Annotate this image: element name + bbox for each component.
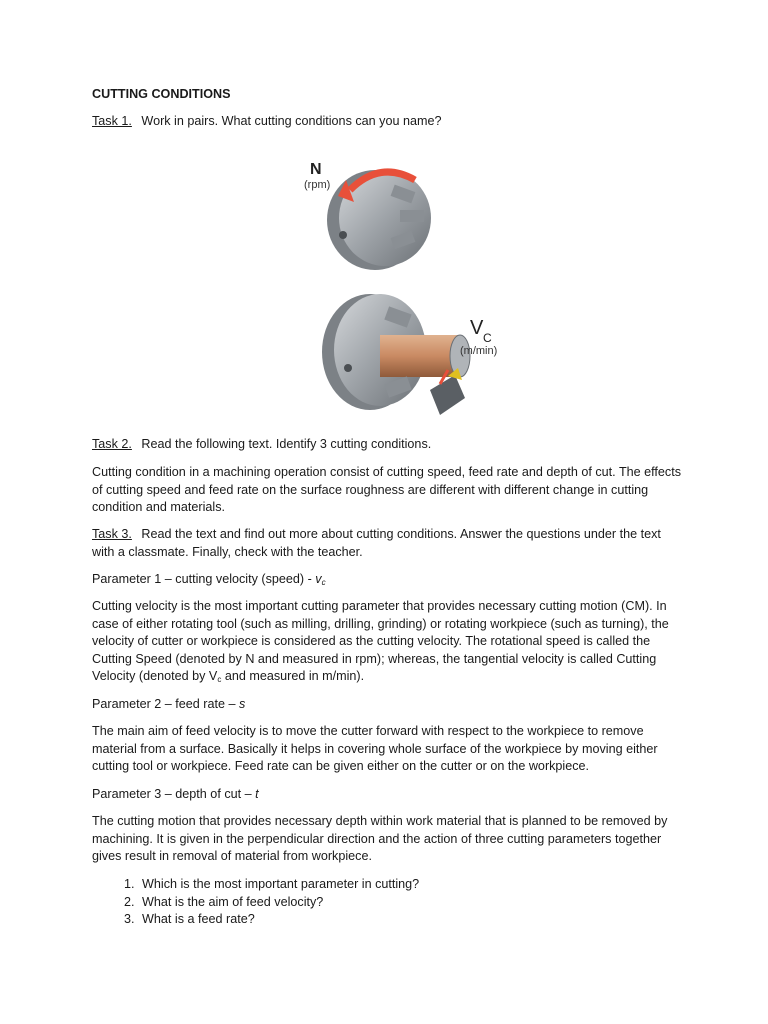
chuck-top — [327, 170, 431, 270]
question-item: 2. What is the aim of feed velocity? — [138, 894, 682, 912]
param1-text-sub: c — [217, 675, 222, 685]
param3-heading — [92, 786, 682, 804]
chuck-bottom — [322, 294, 470, 415]
question-item: 3. What is a feed rate? — [138, 911, 682, 929]
param3-paragraph: The cutting motion that provides necessary depth within work material that is planned to be removed by machining. It is given in the perpendicular direction and the action of three cutting parameters together gives result in removal of material from workpiece. — [92, 814, 668, 864]
task2-line — [92, 436, 682, 454]
page-title: CUTTING CONDITIONS — [92, 87, 231, 101]
questions-list-wrap — [92, 876, 682, 929]
param3-heading-text: Parameter 3 – depth of cut – — [92, 787, 256, 801]
param1-symbol: v — [315, 572, 322, 586]
vc-subscript: C — [483, 331, 492, 345]
task3-text: Read the text and find out more about cutting conditions. Answer the questions under the text with a classmate. Finally, check with the teacher. — [92, 527, 661, 559]
param2-paragraph: The main aim of feed velocity is to move the cutter forward with respect to the workpiece to remove material from a surface. Basically it helps in covering whole surface of the workpiece by moving either cutting tool or workpiece. Feed rate can be given either on the cutter or on the workpiece. — [92, 724, 658, 774]
n-symbol: N — [310, 161, 322, 178]
param3-symbol: t — [255, 787, 259, 801]
task3-label: Task 3. — [92, 527, 132, 541]
task3-line — [92, 526, 682, 561]
questions-list — [92, 876, 682, 929]
param1-symbol-sub: c — [321, 578, 326, 587]
param2-heading — [92, 696, 682, 714]
task2-label: Task 2. — [92, 437, 132, 451]
param2-heading-text: Parameter 2 – feed rate – — [92, 697, 240, 711]
task1-label: Task 1. — [92, 114, 132, 128]
intro-paragraph: Cutting condition in a machining operation consist of cutting speed, feed rate and depth of cut. The effects of cutting speed and feed rate on the surface roughness are different with different change in cutting condition and materials. — [92, 465, 682, 515]
vc-symbol: V — [470, 317, 484, 339]
question-item: 1. Which is the most important parameter in cutting? — [138, 876, 682, 894]
n-unit: (rpm) — [304, 179, 331, 191]
param2-symbol: s — [239, 697, 246, 711]
task1-text: Work in pairs. What cutting conditions can you name? — [141, 114, 442, 128]
task1-line — [92, 113, 682, 131]
param1-heading-text: Parameter 1 – cutting velocity (speed) - — [92, 572, 316, 586]
param1-text-b: and measured in m/min). — [221, 669, 365, 684]
task2-text: Read the following text. Identify 3 cutting conditions. — [141, 437, 432, 451]
vc-unit: (m/min) — [460, 345, 498, 357]
param1-paragraph — [92, 598, 682, 686]
chuck-figure — [280, 140, 520, 425]
param1-heading — [92, 571, 682, 589]
param1-text-a: Cutting velocity is the most important cutting parameter that provides necessary cutting motion (CM). In case of either rotating tool (such as milling, drilling, grinding) or rotating workpiece (such as turning), the velocity of cutter or workpiece is considered as the cutting velocity. The rotational speed is called the Cutting Speed (denoted by N and measured in rpm); whereas, the tangential velocity is called Cutting Velocity (denoted by V — [92, 599, 669, 684]
